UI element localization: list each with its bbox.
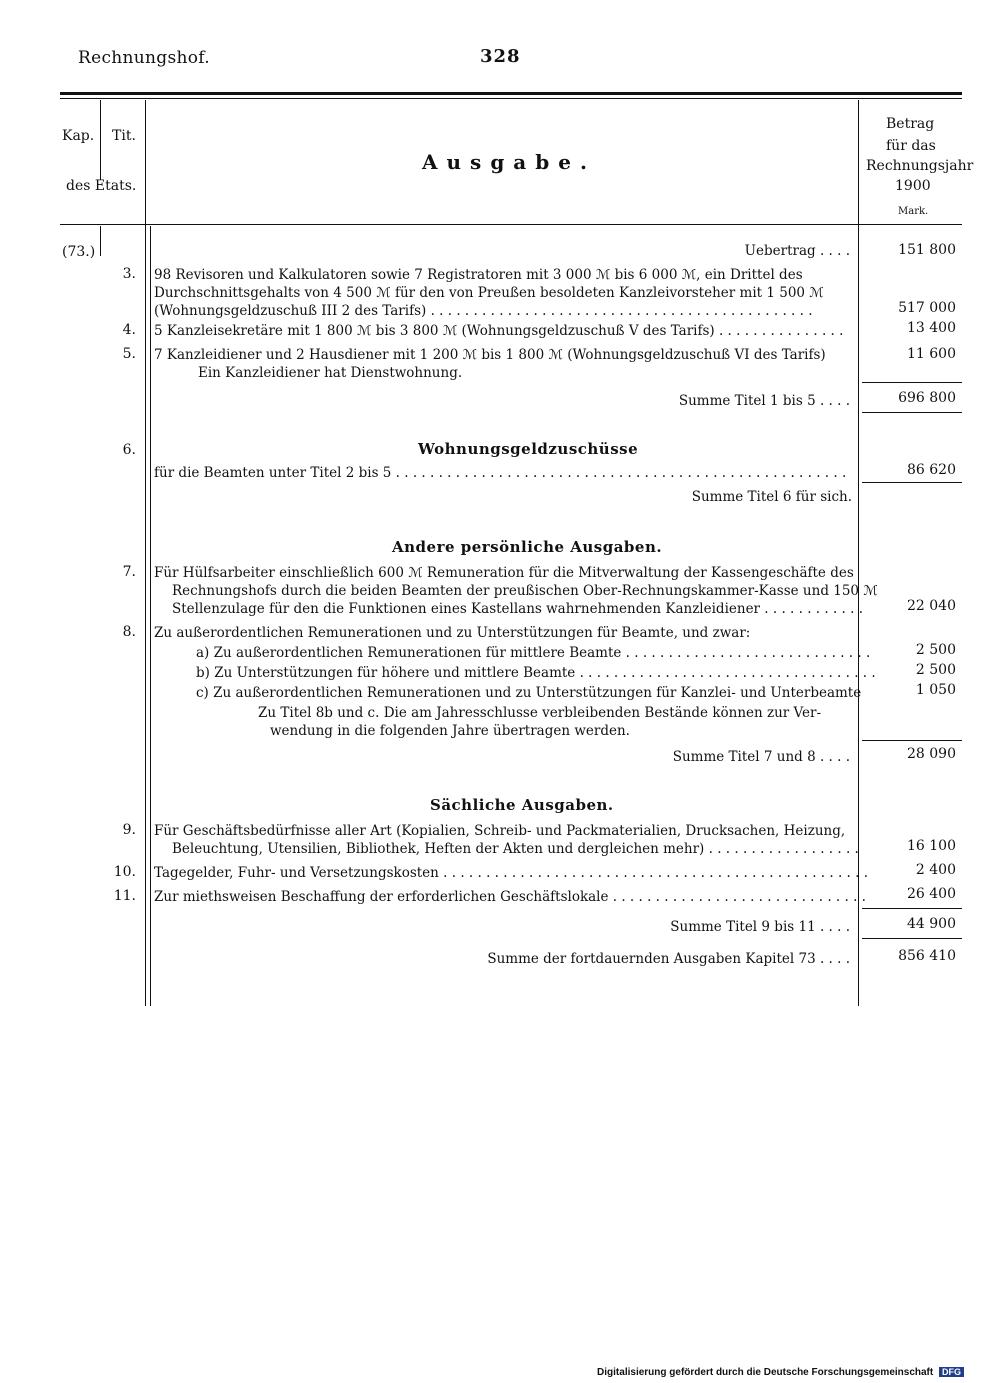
col-divider-tit (145, 100, 146, 1006)
row-5-amount: 11 600 (907, 346, 956, 362)
sum-total-label: Summe der fortdauernden Ausgaben Kapitel 73 . . . . (487, 951, 850, 967)
section-saechlich: Sächliche Ausgaben. (430, 796, 614, 814)
row-7-line-3: Stellenzulage für den die Funktionen eines Kastellans wahrnehmenden Kanzleidiener . . . . . . . . . . . . (172, 601, 864, 617)
row-10-text: Tagegelder, Fuhr- und Versetzungskosten . . . . . . . . . . . . . . . . . . . . . . . . . . . . . . . . . . . . . . . . . . . . . . . . . . (154, 865, 868, 881)
tit-9: 9. (122, 822, 136, 838)
amount-header-2: für das (886, 138, 936, 154)
amount-header-4: 1900 (895, 178, 931, 194)
tit-8: 8. (122, 624, 136, 640)
sum-1-5-rule-bottom (862, 412, 962, 413)
row-3-amount: 517 000 (898, 300, 956, 316)
dfg-footer (597, 1367, 964, 1378)
kap-number: (73.) (62, 244, 96, 260)
amount-header-3: Rechnungsjahr (866, 158, 974, 174)
col-divider-kap (100, 100, 101, 180)
tit-3: 3. (122, 266, 136, 282)
row-11-amount: 26 400 (907, 886, 956, 902)
row-6-text: für die Beamten unter Titel 2 bis 5 . . . . . . . . . . . . . . . . . . . . . . . . . . . . . . . . . . . . . . . . . . . . . . . . . . . . . (154, 465, 847, 481)
uebertrag-label: Uebertrag . . . . (744, 243, 850, 259)
row-9-amount: 16 100 (907, 838, 956, 854)
sum-9-11-rule (862, 908, 962, 909)
row-8b-label: b) Zu Unterstützungen für höhere und mittlere Beamte . . . . . . . . . . . . . . . . . . . . . . . . . . . . . . . . . . . (196, 665, 876, 681)
tit-7: 7. (122, 564, 136, 580)
tit-5: 5. (122, 346, 136, 362)
top-rule-thin (60, 98, 962, 99)
table-title: Ausgabe. (422, 150, 596, 174)
unit-label: Mark. (898, 206, 929, 217)
row-4-amount: 13 400 (907, 320, 956, 336)
row-8a-label: a) Zu außerordentlichen Remunerationen für mittlere Beamte . . . . . . . . . . . . . . . . . . . . . . . . . . . . . (196, 645, 871, 661)
sum-1-5-amount: 696 800 (898, 390, 956, 406)
section-wohnungsgeld: Wohnungsgeldzuschüsse (418, 440, 639, 458)
row-8b-amount: 2 500 (915, 662, 956, 678)
row-8c-label: c) Zu außerordentlichen Remunerationen und zu Unterstützungen für Kanzlei- und Unterbeamte (196, 685, 862, 701)
row-8-intro: Zu außerordentlichen Remunerationen und zu Unterstützungen für Beamte, und zwar: (154, 625, 751, 641)
row-6-amount: 86 620 (907, 462, 956, 478)
row-7-amount: 22 040 (907, 598, 956, 614)
row-7-line-2: Rechnungshofs durch die beiden Beamten der preußischen Ober-Rechnungskammer-Kasse und 150 ℳ (172, 583, 878, 599)
row-5-line-1: 7 Kanzleidiener und 2 Hausdiener mit 1 200 ℳ bis 1 800 ℳ (Wohnungsgeldzuschuß VI des Tarifs) (154, 347, 826, 363)
sum-1-5-rule (862, 382, 962, 383)
row-5-line-2: Ein Kanzleidiener hat Dienstwohnung. (198, 365, 463, 381)
sum-6-label: Summe Titel 6 für sich. (691, 489, 852, 505)
row-3-line-2: Durchschnittsgehalts von 4 500 ℳ für den von Preußen besoldeten Kanzleivorsteher mit 1 500 ℳ (154, 285, 824, 301)
row-8a-amount: 2 500 (915, 642, 956, 658)
page-number: 328 (480, 46, 521, 67)
row-7-line-1: Für Hülfsarbeiter einschließlich 600 ℳ Remuneration für die Mitverwaltung der Kassengeschäfte des (154, 565, 854, 581)
row-4-line-1: 5 Kanzleisekretäre mit 1 800 ℳ bis 3 800 ℳ (Wohnungsgeldzuschuß V des Tarifs) . . . . . . . . . . . . . . . (154, 323, 844, 339)
footer-text: Digitalisierung gefördert durch die Deutsche Forschungsgemeinschaft (597, 1367, 934, 1378)
sum-9-11-amount: 44 900 (907, 916, 956, 932)
sum-7-8-label: Summe Titel 7 und 8 . . . . (672, 749, 850, 765)
tit-header: Tit. (112, 128, 136, 144)
row-11-text: Zur miethsweisen Beschaffung der erforderlichen Geschäftslokale . . . . . . . . . . . . . . . . . . . . . . . . . . . . . . (154, 889, 866, 905)
row-8c-amount: 1 050 (915, 682, 956, 698)
uebertrag-amount: 151 800 (898, 242, 956, 258)
row-9-line-2: Beleuchtung, Utensilien, Bibliothek, Heften der Akten und dergleichen mehr) . . . . . . . . . . . . . . . . . . (172, 841, 859, 857)
sum-total-amount: 856 410 (898, 948, 956, 964)
sum-9-11-rule-bottom (862, 938, 962, 939)
sum-1-5-label: Summe Titel 1 bis 5 . . . . (678, 393, 850, 409)
tit-4: 4. (122, 322, 136, 338)
row-3-line-1: 98 Revisoren und Kalkulatoren sowie 7 Registratoren mit 3 000 ℳ bis 6 000 ℳ, ein Drittel des (154, 267, 803, 283)
col-divider-kap-body (100, 226, 101, 256)
row-6-rule (862, 482, 962, 483)
top-rule-thick (60, 92, 962, 95)
row-9-line-1: Für Geschäftsbedürfnisse aller Art (Kopialien, Schreib- und Packmaterialien, Drucksachen, Heizung, (154, 823, 846, 839)
row-3-line-3: (Wohnungsgeldzuschuß III 2 des Tarifs) . . . . . . . . . . . . . . . . . . . . . . . . . . . . . . . . . . . . . . . . . . . . . (154, 303, 813, 319)
kap-header: Kap. (62, 128, 95, 144)
sum-7-8-rule (862, 740, 962, 741)
tit-10: 10. (113, 864, 136, 880)
header-bottom-rule (60, 224, 962, 225)
des-etats-header: des Etats. (66, 178, 137, 194)
tit-6: 6. (122, 442, 136, 458)
tit-11: 11. (113, 888, 136, 904)
sum-7-8-amount: 28 090 (907, 746, 956, 762)
amount-header-1: Betrag (886, 116, 935, 132)
dfg-logo: DFG (939, 1367, 964, 1377)
section-andere: Andere persönliche Ausgaben. (392, 538, 663, 556)
row-10-amount: 2 400 (915, 862, 956, 878)
sum-9-11-label: Summe Titel 9 bis 11 . . . . (670, 919, 850, 935)
running-head: Rechnungshof. (78, 48, 210, 68)
row-8-note-1: Zu Titel 8b und c. Die am Jahresschlusse verbleibenden Bestände können zur Ver- (258, 705, 822, 721)
row-8-note-2: wendung in die folgenden Jahre übertragen werden. (270, 723, 630, 739)
col-divider-tit-inner (150, 226, 151, 1006)
